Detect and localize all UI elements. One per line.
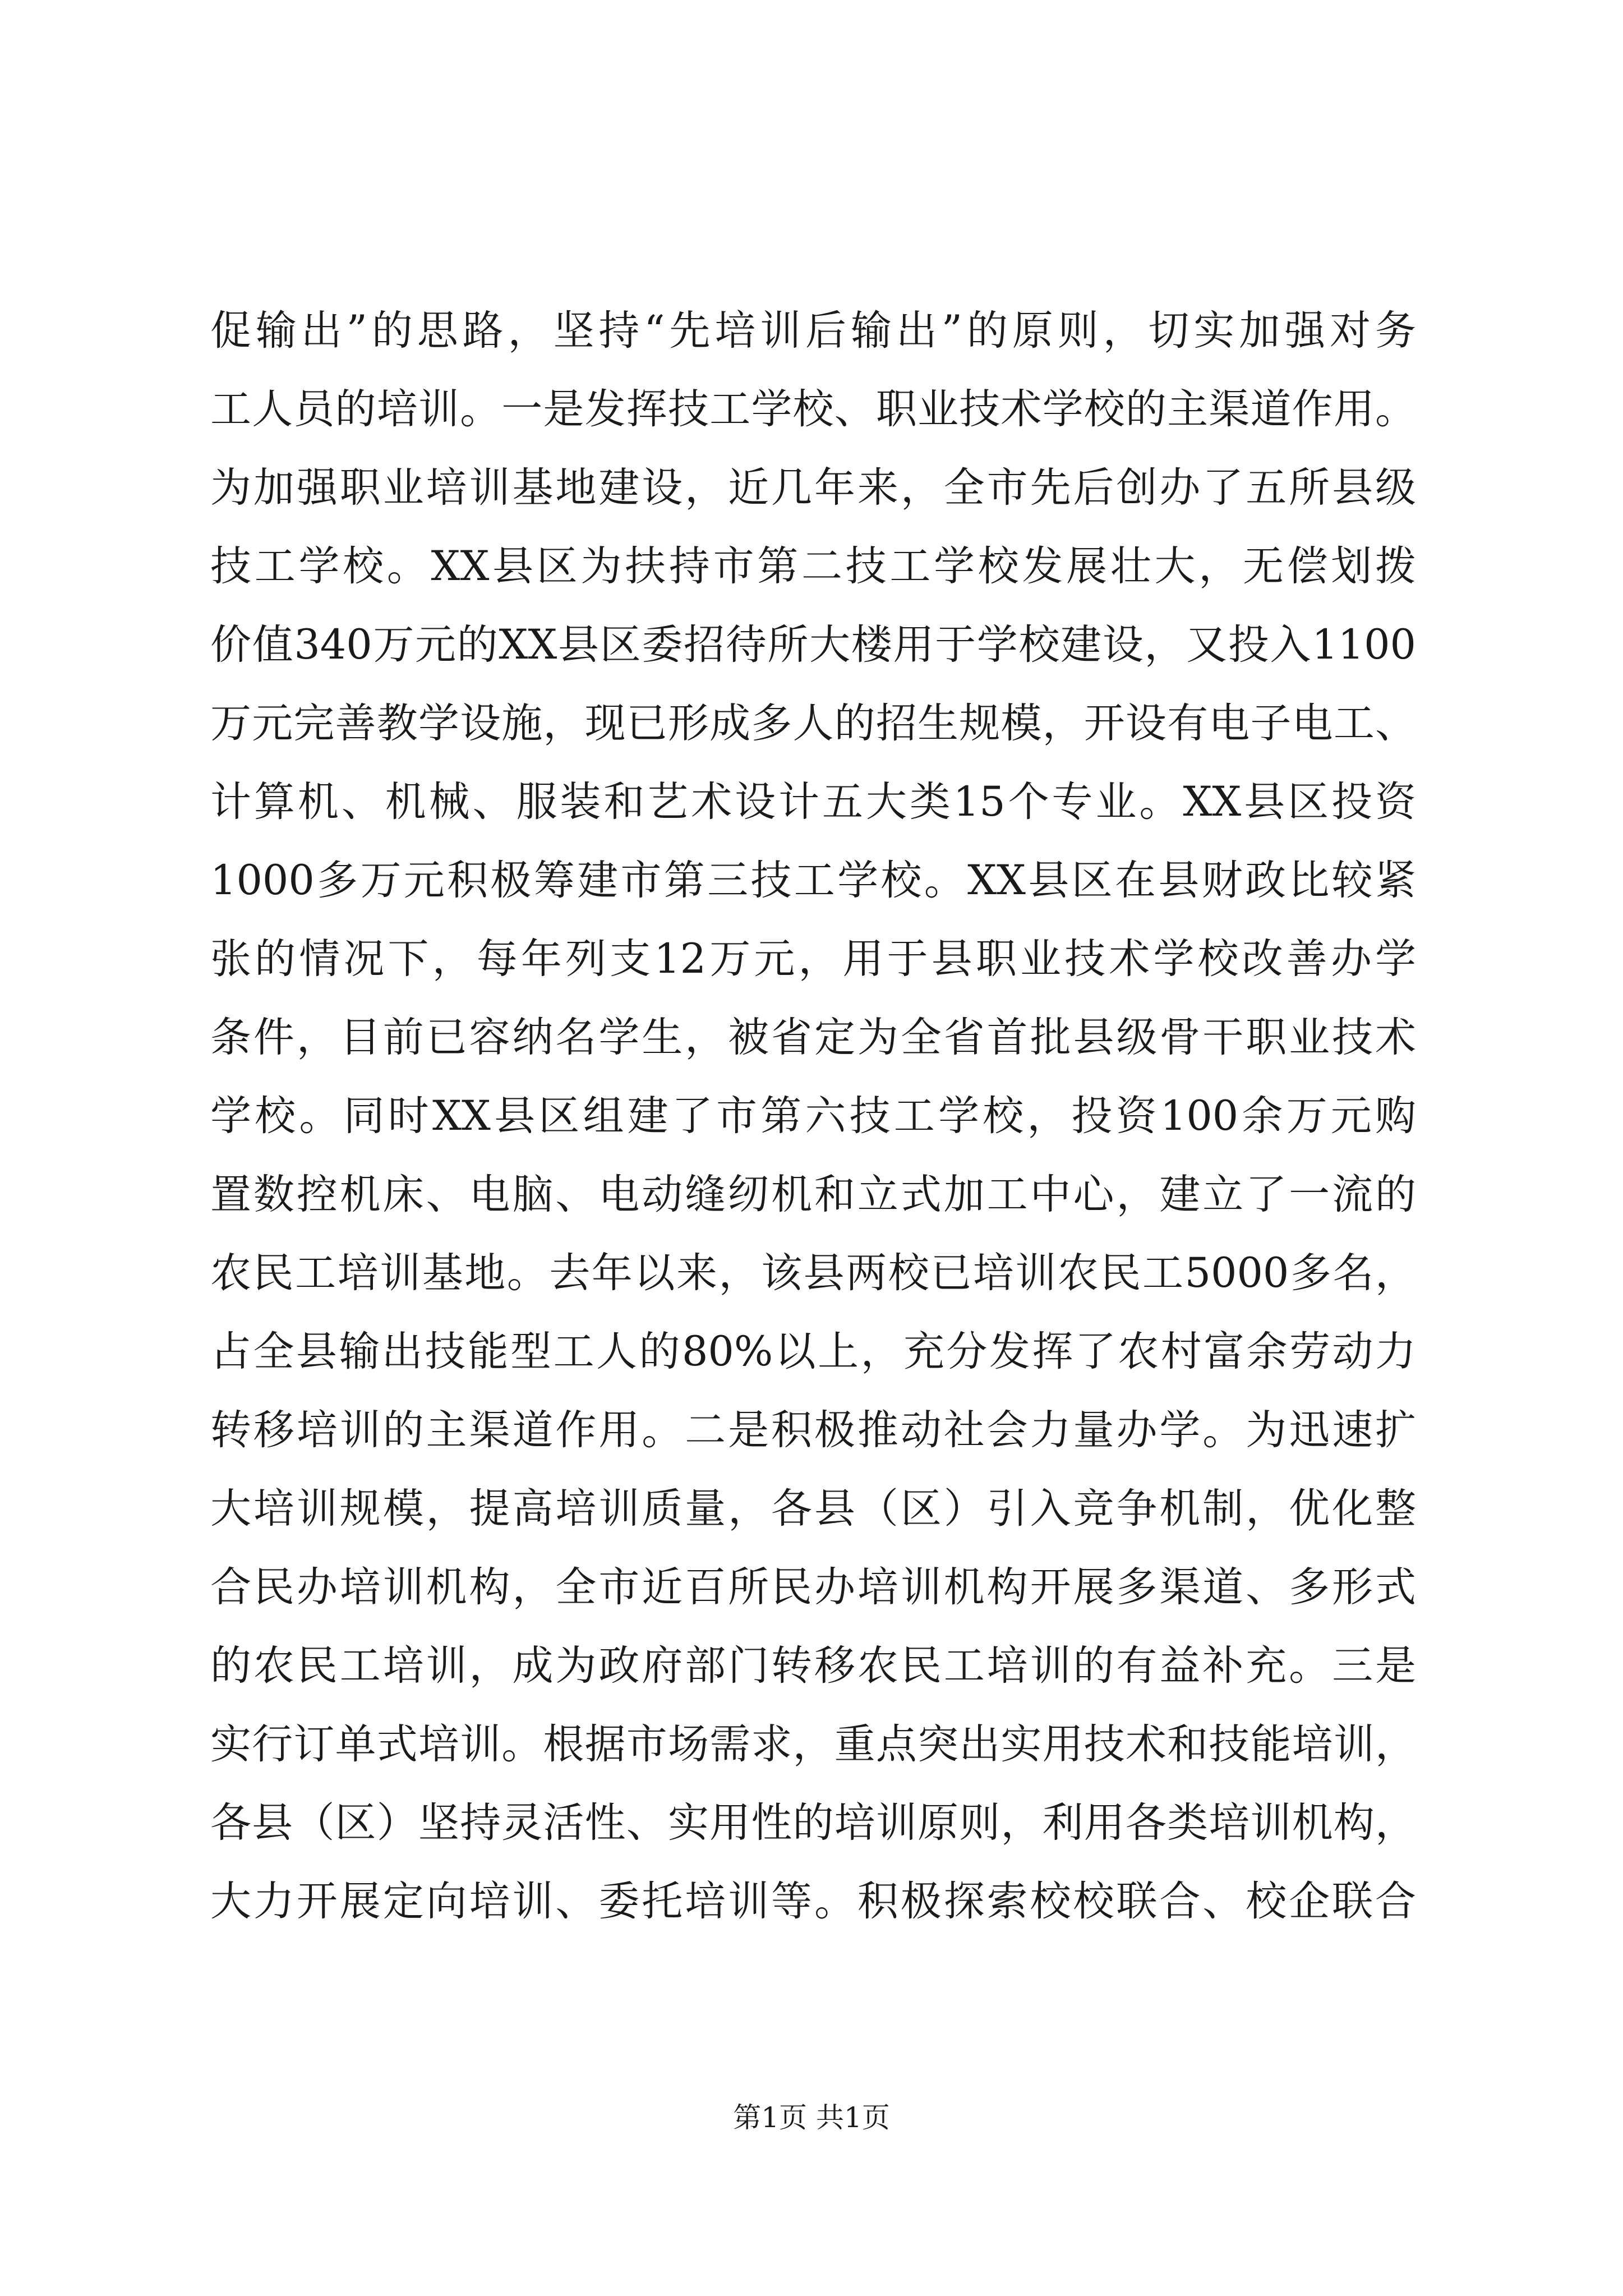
text-line-12: 置数控机床、电脑、电动缝纫机和立式加工中心，建立了一流的 [210,1171,1416,1218]
text-line-20: 各县（区）坚持灵活性、实用性的培训原则，利用各类培训机构， [210,1799,1416,1847]
text-line-17: 合民办培训机构，全市近百所民办培训机构开展多渠道、多形式 [210,1563,1416,1611]
body-text [210,292,1416,1941]
text-line-16: 大培训规模，提高培训质量，各县（区）引入竞争机制，优化整 [210,1485,1416,1533]
text-line-15: 转移培训的主渠道作用。二是积极推动社会力量办学。为迅速扩 [210,1406,1416,1454]
text-line-5: 价值340万元的XX县区委招待所大楼用于学校建设，又投入1100 [210,621,1416,669]
page-number-label: 第1页 共1页 [733,2101,890,2134]
text-line-1: 促输出”的思路，坚持“先培训后输出”的原则，切实加强对务 [210,307,1416,355]
text-line-19: 实行订单式培训。根据市场需求，重点突出实用技术和技能培训， [210,1720,1416,1768]
text-line-18: 的农民工培训，成为政府部门转移农民工培训的有益补充。三是 [210,1642,1416,1690]
text-line-3: 为加强职业培训基地建设，近几年来，全市先后创办了五所县级 [210,464,1416,512]
text-line-2: 工人员的培训。一是发挥技工学校、职业技术学校的主渠道作用。 [210,385,1416,433]
text-line-9: 张的情况下，每年列支12万元，用于县职业技术学校改善办学 [210,935,1416,983]
text-line-10: 条件，目前已容纳名学生，被省定为全省首批县级骨干职业技术 [210,1014,1416,1061]
text-line-21: 大力开展定向培训、委托培训等。积极探索校校联合、校企联合 [210,1878,1416,1925]
text-line-8: 1000多万元积极筹建市第三技工学校。XX县区在县财政比较紧 [210,857,1416,904]
text-line-6: 万元完善教学设施，现已形成多人的招生规模，开设有电子电工、 [210,700,1416,747]
text-line-4: 技工学校。XX县区为扶持市第二技工学校发展壮大，无偿划拨 [210,542,1416,590]
page-footer [0,2098,1623,2137]
text-line-11: 学校。同时XX县区组建了市第六技工学校，投资100余万元购 [210,1092,1416,1140]
text-line-7: 计算机、机械、服装和艺术设计五大类15个专业。XX县区投资 [210,778,1416,826]
text-line-13: 农民工培训基地。去年以来，该县两校已培训农民工5000多名， [210,1249,1416,1297]
text-line-14: 占全县输出技能型工人的80%以上，充分发挥了农村富余劳动力 [210,1328,1416,1375]
